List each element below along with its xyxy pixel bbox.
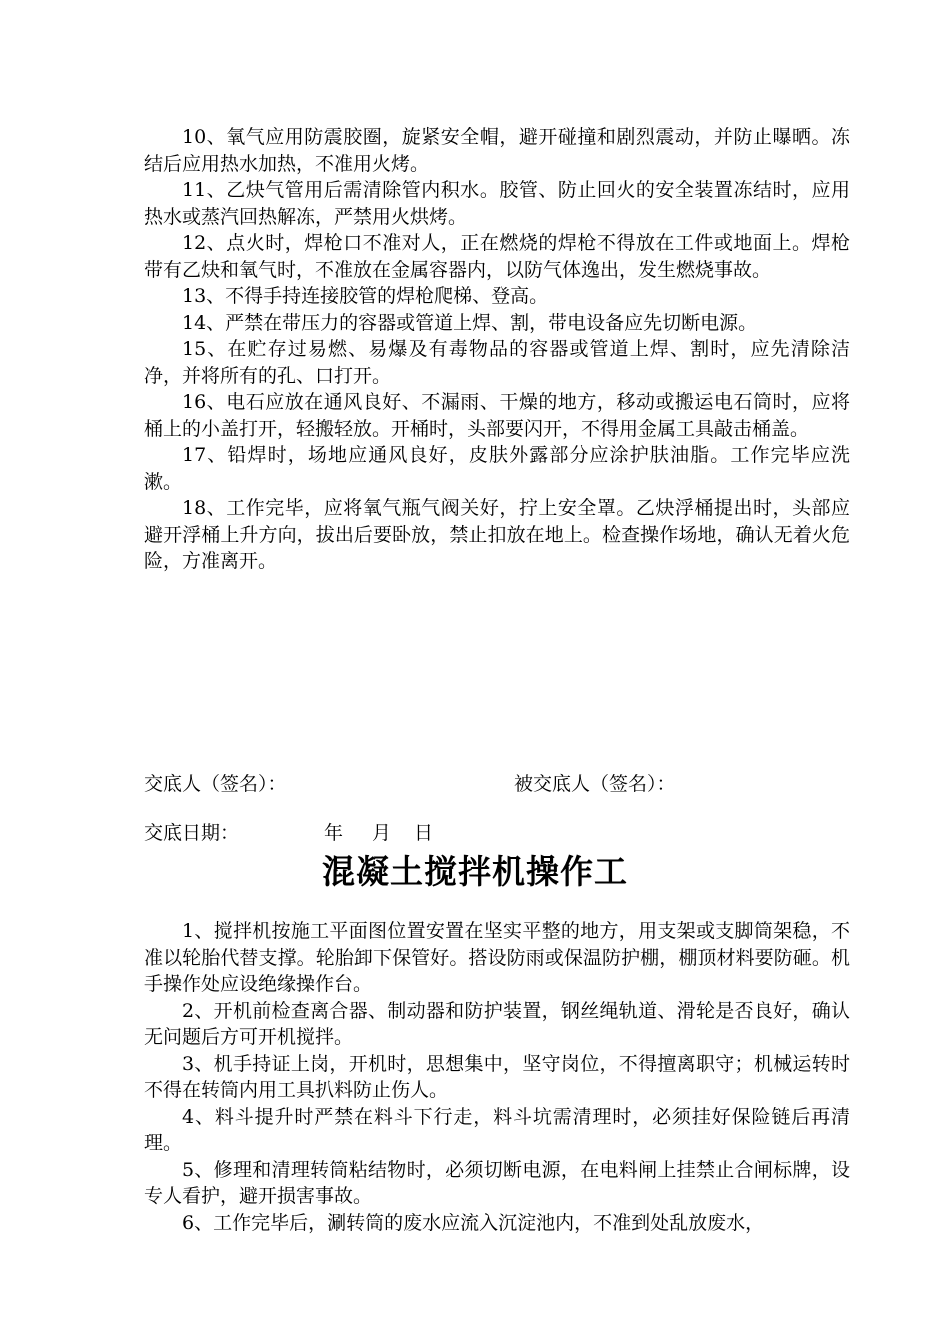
date-label: 交底日期： xyxy=(144,822,240,844)
rule-paragraph: 16、电石应放在通风良好、不漏雨、干燥的地方，移动或搬运电石筒时，应将桶上的小盖打开，轻搬轻放。开桶时，头部要闪开，不得用金属工具敲击桶盖。 xyxy=(144,391,850,440)
rule-paragraph: 14、严禁在带压力的容器或管道上焊、割，带电设备应先切断电源。 xyxy=(182,311,758,334)
date-year-label: 年 xyxy=(324,822,344,844)
rule-paragraph: 12、点火时，焊枪口不准对人，正在燃烧的焊枪不得放在工件或地面上。焊枪带有乙炔和氧气时，不准放在金属容器内，以防气体逸出，发生燃烧事故。 xyxy=(144,232,850,281)
receiver-signature-label: 被交底人（签名）： xyxy=(514,773,676,795)
rule-paragraph: 11、乙炔气管用后需清除管内积水。胶管、防止回火的安全装置冻结时，应用热水或蒸汽回热解冻，严禁用火烘烤。 xyxy=(144,179,850,228)
rule-paragraph: 6、工作完毕后，涮转筒的废水应流入沉淀池内，不准到处乱放废水， xyxy=(182,1211,765,1234)
signature-row xyxy=(144,771,850,797)
rule-paragraph: 18、工作完毕，应将氧气瓶气阀关好，拧上安全罩。乙炔浮桶提出时，头部应避开浮桶上升方向，拔出后要卧放，禁止扣放在地上。检查操作场地，确认无着火危险，方准离开。 xyxy=(144,497,850,572)
giver-signature-label: 交底人（签名）： xyxy=(144,773,287,795)
rule-paragraph: 5、修理和清理转筒粘结物时，必须切断电源，在电料闸上挂禁止合闸标牌，设专人看护，避开损害事故。 xyxy=(144,1158,850,1207)
rule-paragraph: 15、在贮存过易燃、易爆及有毒物品的容器或管道上焊、割时，应先清除洁净，并将所有的孔、口打开。 xyxy=(144,338,850,387)
rule-paragraph: 17、铅焊时，场地应通风良好，皮肤外露部分应涂护肤油脂。工作完毕应洗漱。 xyxy=(144,444,850,493)
rule-paragraph: 10、氧气应用防震胶圈，旋紧安全帽，避开碰撞和剧烈震动，并防止曝晒。冻结后应用热水加热，不准用火烤。 xyxy=(144,126,850,175)
section-title: 混凝土搅拌机操作工 xyxy=(322,852,628,891)
rule-paragraph: 3、机手持证上岗，开机时，思想集中，坚守岗位，不得擅离职守；机械运转时不得在转筒内用工具扒料防止伤人。 xyxy=(144,1052,850,1101)
date-day-label: 日 xyxy=(414,822,434,844)
mixer-rules-section xyxy=(144,918,850,1236)
rule-paragraph: 1、搅拌机按施工平面图位置安置在坚实平整的地方，用支架或支脚筒架稳，不准以轮胎代替支撑。轮胎卸下保管好。搭设防雨或保温防护棚，棚顶材料要防砸。机手操作处应设绝缘操作台。 xyxy=(144,920,850,995)
safety-rules-section xyxy=(144,124,850,575)
rule-paragraph: 2、开机前检查离合器、制动器和防护装置，钢丝绳轨道、滑轮是否良好，确认无问题后方可开机搅拌。 xyxy=(144,999,850,1048)
rule-paragraph: 4、料斗提升时严禁在料斗下行走，料斗坑需清理时，必须挂好保险链后再清理。 xyxy=(144,1105,850,1154)
date-month-label: 月 xyxy=(372,822,392,844)
date-row xyxy=(144,820,850,846)
rule-paragraph: 13、不得手持连接胶管的焊枪爬梯、登高。 xyxy=(182,285,549,307)
